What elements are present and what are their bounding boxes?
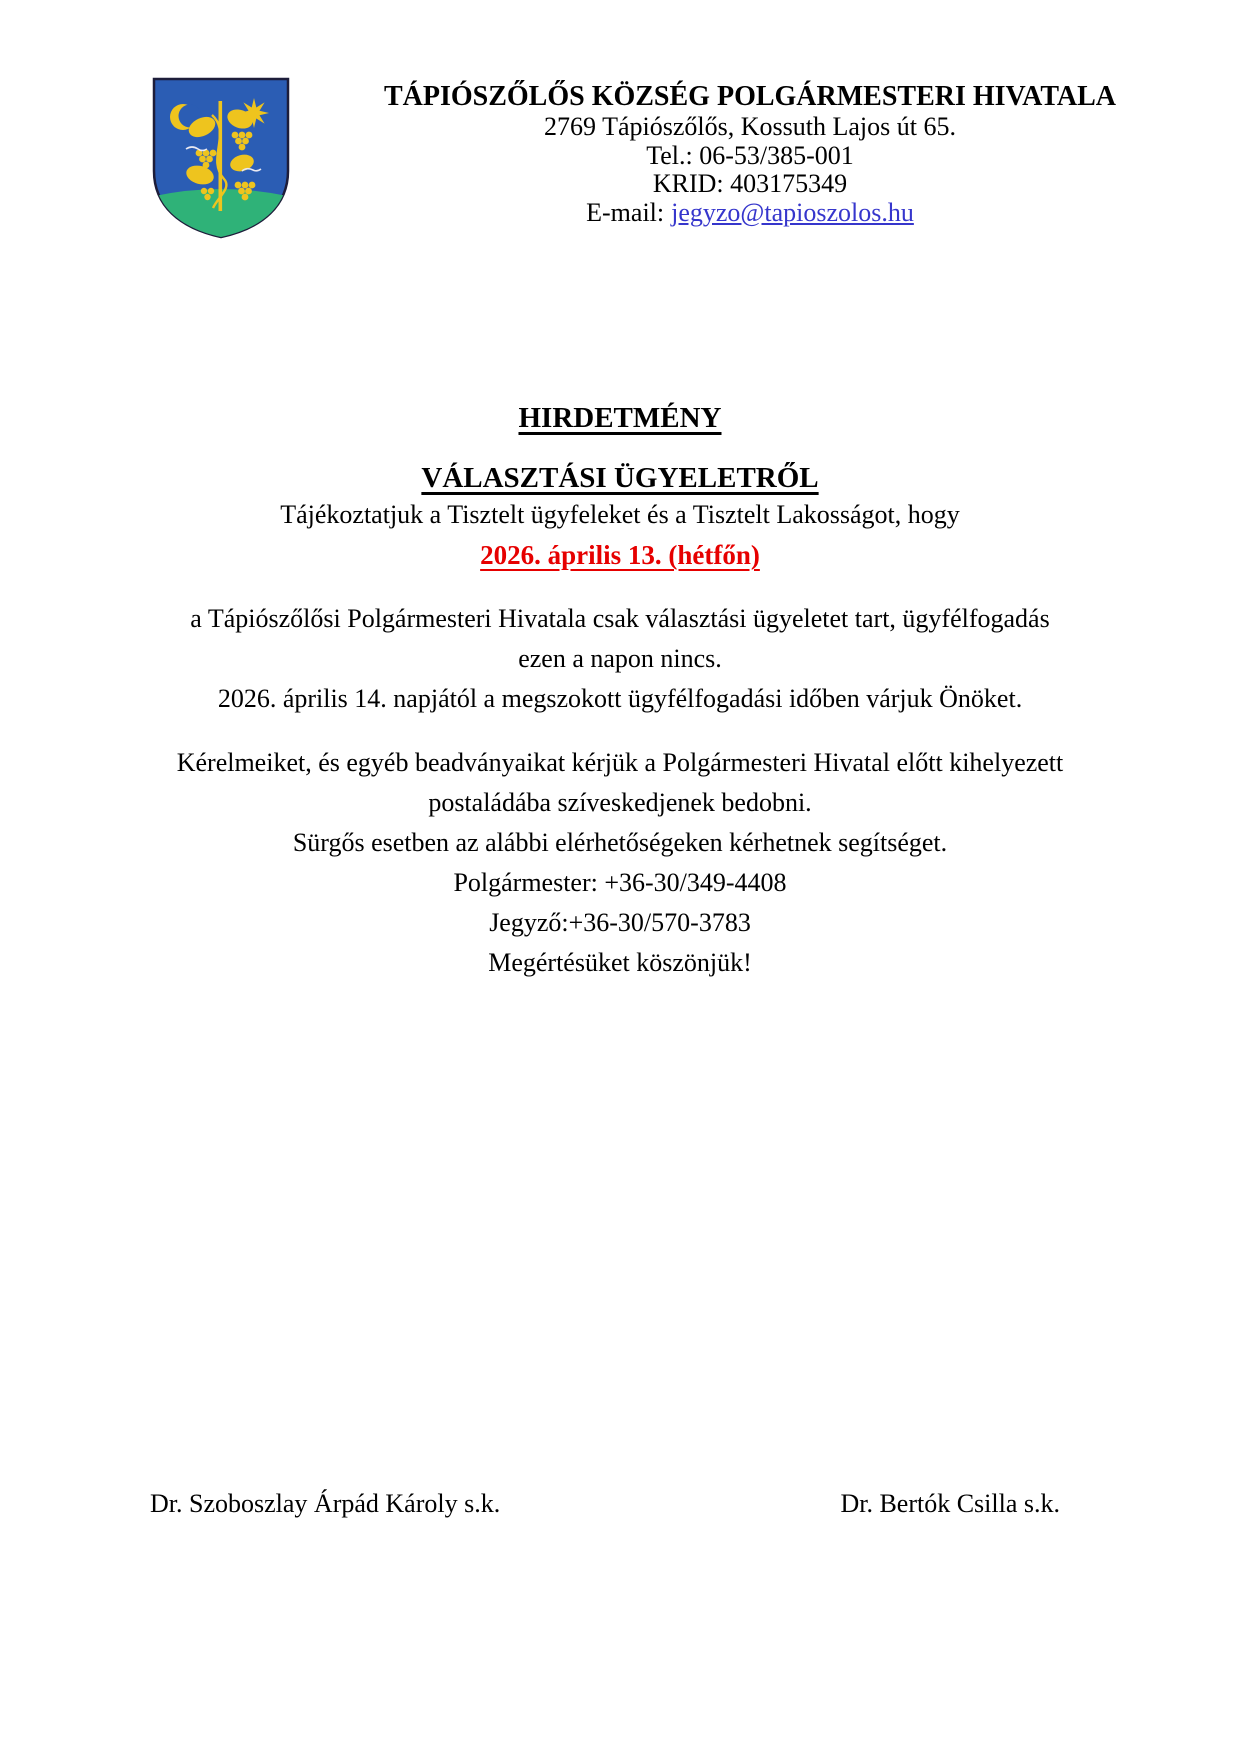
email-link[interactable]: jegyzo@tapioszolos.hu [671, 197, 914, 227]
mailbox-paragraph-line2: postaládába szíveskedjenek bedobni. [428, 788, 812, 817]
mailbox-paragraph [130, 743, 1110, 823]
org-phone: Tel.: 06-53/385-001 [646, 140, 854, 170]
urgent-paragraph: Sürgős esetben az alábbi elérhetőségeken kérhetnek segítséget. [292, 828, 948, 857]
notice-body [130, 402, 1110, 983]
thanks-line: Megértésüket köszönjük! [488, 948, 752, 977]
duty-paragraph-line1: a Tápiószőlősi Polgármesteri Hivatala csak választási ügyeletet tart, ügyfélfogadás [190, 604, 1050, 633]
reopen-paragraph: 2026. április 14. napjától a megszokott ügyfélfogadási időben várjuk Önöket. [217, 684, 1023, 713]
org-email-line [300, 199, 1200, 228]
duty-paragraph-line2: ezen a napon nincs. [518, 644, 722, 673]
org-address: 2769 Tápiószőlős, Kossuth Lajos út 65. [544, 112, 956, 141]
notary-contact: Jegyző:+36-30/570-3783 [489, 908, 751, 937]
signature-row [150, 1488, 1060, 1520]
notice-subtitle: VÁLASZTÁSI ÜGYELETRŐL [421, 462, 819, 494]
signature-right: Dr. Bertók Csilla s.k. [840, 1489, 1060, 1518]
intro-paragraph: Tájékoztatjuk a Tisztelt ügyfeleket és a Tisztelt Lakosságot, hogy [280, 500, 960, 529]
letterhead [300, 80, 1200, 227]
org-name: TÁPIÓSZŐLŐS KÖZSÉG POLGÁRMESTERI HIVATALA [383, 81, 1117, 112]
highlight-date: 2026. április 13. (hétfőn) [480, 540, 760, 570]
signature-left: Dr. Szoboszlay Árpád Károly s.k. [150, 1489, 501, 1518]
mayor-contact: Polgármester: +36-30/349-4408 [453, 868, 787, 897]
mailbox-paragraph-line1: Kérelmeiket, és egyéb beadványaikat kérjük a Polgármesteri Hivatal előtt kihelyezett [176, 748, 1064, 777]
email-label: E-mail: [586, 197, 665, 227]
coat-of-arms-icon [150, 75, 292, 241]
org-krid: KRID: 403175349 [652, 169, 848, 198]
duty-paragraph [130, 599, 1110, 679]
notice-title: HIRDETMÉNY [518, 402, 722, 434]
